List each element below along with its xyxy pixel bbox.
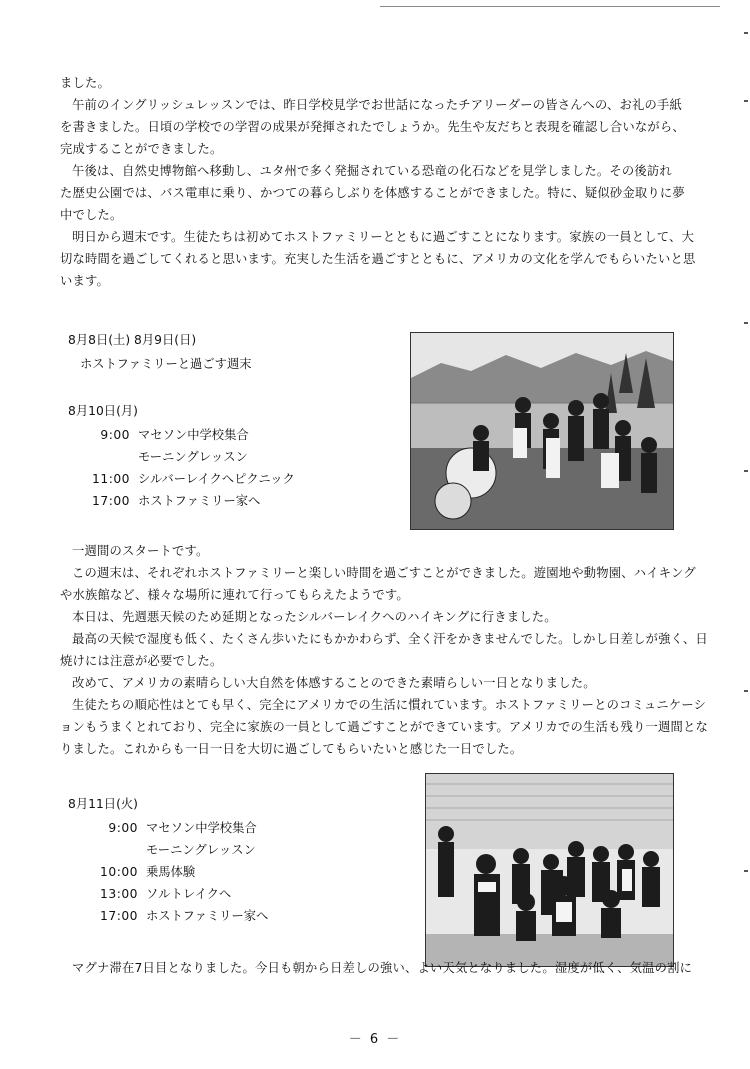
day10-date: 8月10日(月) <box>68 404 138 418</box>
schedule-row <box>88 883 268 905</box>
edge-mark <box>744 322 748 324</box>
day10-schedule <box>80 424 295 512</box>
schedule-time: 9:00 <box>108 821 138 835</box>
text-line: 中でした。 <box>60 208 123 222</box>
edge-mark <box>744 870 748 872</box>
schedule-row <box>88 905 268 927</box>
silver-lake-photo <box>410 332 674 530</box>
text-line: マグナ滞在7日目となりました。今日も朝から日差しの強い、よい天気となりました。湿度が低く、気温の割に <box>72 961 693 975</box>
schedule-time: 10:00 <box>100 865 138 879</box>
schedule-row <box>80 446 295 468</box>
schedule-activity: ホストファミリー家へ <box>146 909 269 923</box>
schedule-row <box>80 490 295 512</box>
schedule-row <box>80 468 295 490</box>
page-number: － 6 － <box>348 1032 402 1047</box>
schedule-activity: モーニングレッスン <box>138 450 248 464</box>
group-photo <box>425 773 674 967</box>
schedule-time: 11:00 <box>92 472 130 486</box>
schedule-time: 17:00 <box>92 494 130 508</box>
weekend-note: ホストファミリーと過ごす週末 <box>80 357 252 371</box>
text-line: 一週間のスタートです。 <box>72 544 209 558</box>
schedule-time: 17:00 <box>100 909 138 923</box>
schedule-activity: マセソン中学校集合 <box>138 428 249 442</box>
schedule-row <box>80 424 295 446</box>
schedule-activity: ホストファミリー家へ <box>138 494 261 508</box>
text-line: この週末は、それぞれホストファミリーと楽しい時間を過ごすことができました。遊園地や動物園、ハイキング <box>72 566 696 580</box>
edge-mark <box>744 100 748 102</box>
schedule-activity: モーニングレッスン <box>146 843 256 857</box>
text-line: を書きました。日頃の学校での学習の成果が発揮されたでしょうか。先生や友だちと表現を確認し合いながら、 <box>60 120 685 134</box>
text-line: 明日から週末です。生徒たちは初めてホストファミリーとともに過ごすことになります。家族の一員として、大 <box>72 230 695 244</box>
text-line: 午前のイングリッシュレッスンでは、昨日学校見学でお世話になったチアリーダーの皆さんへの、お礼の手紙 <box>72 98 683 112</box>
day11-date: 8月11日(火) <box>68 797 138 811</box>
top-rule <box>380 6 720 7</box>
edge-mark <box>744 690 748 692</box>
intro-paragraphs <box>60 72 700 292</box>
schedule-activity: マセソン中学校集合 <box>146 821 257 835</box>
day10-paragraphs <box>60 540 708 760</box>
day11-paragraphs <box>60 957 700 979</box>
text-line: や水族館など、様々な場所に連れて行ってもらえたようです。 <box>60 588 409 602</box>
text-line: 焼けには注意が必要でした。 <box>60 654 223 668</box>
schedule-row <box>88 861 268 883</box>
edge-mark <box>744 32 748 34</box>
text-line: た歴史公園では、バス電車に乗り、かつての暮らしぶりを体感することができました。特に、疑似砂金取りに夢 <box>60 186 685 200</box>
text-line: 午後は、自然史博物館へ移動し、ユタ州で多く発掘されている恐竜の化石などを見学しました。その後訪れ <box>72 164 672 178</box>
text-line: ョンもうまくとれており、完全に家族の一員として過ごすことができています。アメリカでの生活も残り一週間とな <box>60 720 708 734</box>
schedule-activity: 乗馬体験 <box>146 865 196 879</box>
text-line: 本日は、先週悪天候のため延期となったシルバーレイクへのハイキングに行きました。 <box>72 610 557 624</box>
schedule-row <box>88 817 268 839</box>
text-line: います。 <box>60 274 110 288</box>
text-line: 切な時間を過ごしてくれると思います。充実した生活を過ごすとともに、アメリカの文化を学んでもらいたいと思 <box>60 252 696 266</box>
weekend-date: 8月8日(土) 8月9日(日) <box>68 333 197 347</box>
text-line: 最高の天候で湿度も低く、たくさん歩いたにもかかわらず、全く汗をかきませんでした。しかし日差しが強く、日 <box>72 632 708 646</box>
schedule-time: 13:00 <box>100 887 138 901</box>
schedule-activity: ソルトレイクへ <box>146 887 232 901</box>
text-line: 完成することができました。 <box>60 142 223 156</box>
edge-mark <box>744 470 748 472</box>
text-line: 生徒たちの順応性はとても早く、完全にアメリカでの生活に慣れています。ホストファミリーとのコミュニケーシ <box>72 698 707 712</box>
schedule-time: 9:00 <box>100 428 130 442</box>
schedule-row <box>88 839 268 861</box>
schedule-activity: シルバーレイクへピクニック <box>138 472 295 486</box>
text-line: りました。これからも一日一日を大切に過ごしてもらいたいと感じた一日でした。 <box>60 742 523 756</box>
text-line: ました。 <box>60 76 110 90</box>
text-line: 改めて、アメリカの素晴らしい大自然を体感することのできた素晴らしい一日となりました。 <box>72 676 596 690</box>
day11-schedule <box>88 817 268 927</box>
